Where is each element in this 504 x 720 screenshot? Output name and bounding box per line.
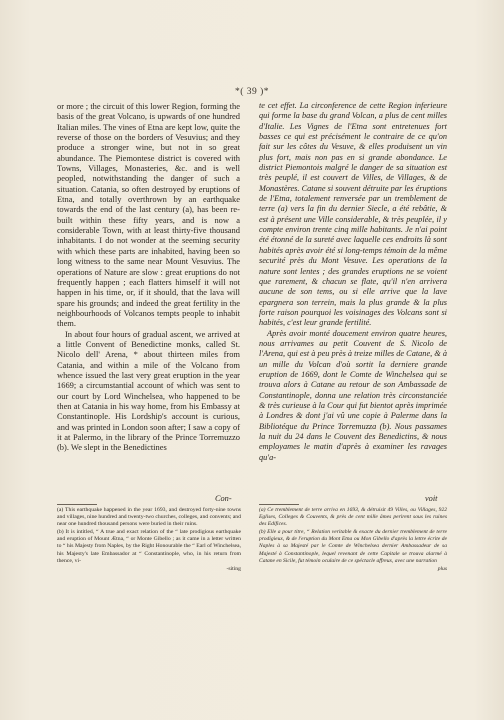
french-footnote-rule [259,504,299,505]
french-paragraph-1: te cet effet. La circonference de cette Region inferieure qui forme la base du grand Volcan, a plus de cent milles d'Italie. Les Vignes de l'Etna sont entretenues fort basses ce qui est précisément le contraire de ce qu'on fait sur les côtes du Vesuve, & elles produisent un vin plus fort, mais non pas en si grande abondance. Le district Piemontois malgré le danger de sa situation est très peuplé, il est couvert de Villes, de Villages, & de Monastères. Catane si souvent détruite par les éruptions de l'Etna, totalement renversée par un tremblement de terre (a) vers la fin du dernier Siecle, a été rebâtie, & est à présent une Ville considerable, & très peuplée, il y compte environ trente cinq mille habitants. Je n'ai point été étonné de la sureté avec laquelle ces endroits là sont habités après avoir été si long-temps témoin de la même securité près du Mont Vesuve. Les operations de la nature sont lentes ; des grandes eruptions ne se voient que rarement, & chacun se flate, qu'il n'en arrivera aucune de son tems, ou si elle arrive que la lave epargnera son terrein, mais la plus grande & la plus forte raison pourquoi les voisinages des Volcans sont si habités, c'est leur grande fertilité. [259,101,447,328]
french-footnotes [259,507,447,574]
english-footnote-b: (b) It is intitled, “ A true and exact relation of the “ late prodigious earthquake and eruption of Mount Ætna, “ or Monte Gibello ; as it came in a letter written to “ his Majesty from Naples, by the Right Honourable the “ Earl of Winchelsea, his Majesty's late Embassador at “ Constantinople, who, in his return from thence, vi- [57,529,241,564]
french-paragraph-2: Après avoir monté doucement environ quatre heures, nous arrivames au petit Couvent de S. Nicolo de l'Arena, qui est à peu près à treize milles de Catane, & à un mille du Volcan d'où sortit la derniere grande eruption de 1669, dont le Comte de Winchelsea qui se trouva alors à Catane au retour de son Ambassade de Constantinople, donna une relation très circonstanciée & très curieuse à la Cour qui fut bientot après imprimée à Londres & dont j'ai vû une copie à Palerme dans la Bibliotéque du Prince Torremuzza (b). Nous passames la nuit du 24 dans le Couvent des Benedictins, & nous employames le matin d'après à examiner les ravages qu'a- [259,328,447,462]
english-footnote-catchword: -siting [226,565,241,572]
english-column [57,101,240,453]
french-footnote-catchword: plus [437,565,447,572]
english-paragraph-2: In about four hours of gradual ascent, we arrived at a little Convent of Benedictine monks, called St. Nicolo dell' Arena, * about thirteen miles from Catania, and within a mile of the Volcano from whence issued the last very great eruption in the year 1669; a circumstantial account of which was sent to our court by Lord Winchelsea, who happened to be then at Catania in his way home, from his Embassy at Constantinople. His Lordship's account is curious, and was printed in London soon after; I saw a copy of it at Palermo, in the library of the Prince Torremuzzo (b). We slept in the Benedictines [57,328,240,453]
french-column [259,101,447,463]
english-footnote-rule [57,504,97,505]
english-footnotes [57,507,241,574]
english-catchword: Con- [215,494,232,503]
page-number: *( 39 )* [234,87,270,97]
french-footnote-a: (a) Ce tremblement de terre arriva en 1693, & détruisit 49 Villes, ou Villages, 922 Eglises, Colleges & Couvents, & près de cent mille âmes perirent sous les ruines des Edifices. [259,507,447,528]
french-footnote-b: (b) Elle a pour titre, “ Relation veritable & exacte du dernier tremblement de terre prodigieux, & de l'eruption du Mont Etna ou Mon Gibello d'après la lettre écrite de Naples à sa Majesté par le Comte de Winchelsea dernier Ambassadeur de sa Majesté à Constantinople, lequel revenant de cette Capitale se trouva alarmé à Catane en Sicile, fut témoin oculaire de ce spéctacle affreux, avec une narration [259,529,447,564]
english-footnote-a: (a) This earthquake happened in the year 1693, and destroyed forty-nine towns and villages, nine hundred and twenty-two churches, colleges, and convents; and near one hundred thousand persons were buried in their ruins. [57,507,241,528]
english-paragraph-1: or more ; the circuit of this lower Region, forming the basis of the great Volcano, is upwards of one hundred Italian miles. The vines of Etna are kept low, quite the reverse of those on the borders of Vesuvius; and they produce a stronger wine, but not in so great abundance. The Piemontese district is covered with Towns, Villages, Monasteries, &c. and is well peopled, notwithstanding the danger of such a situation. Catania, so often destroyed by eruptions of Etna, and totally overthrown by an earthquake towards the end of the last century (a), has been re-built within these fifty years, and is now a considerable Town, with at least thirty-five thousand inhabitants. I do not wonder at the seeming security with which these parts are inhabited, having been so long witness to the same near Mount Vesuvius. The operations of Nature are slow : great eruptions do not frequently happen ; each flatters himself it will not happen in his time, or, if it should, that the lava will spare his grounds; and indeed the great fertility in the neighbourhoods of Volcanos tempts people to inhabit them. [57,101,240,329]
french-catchword: voit [425,494,438,503]
